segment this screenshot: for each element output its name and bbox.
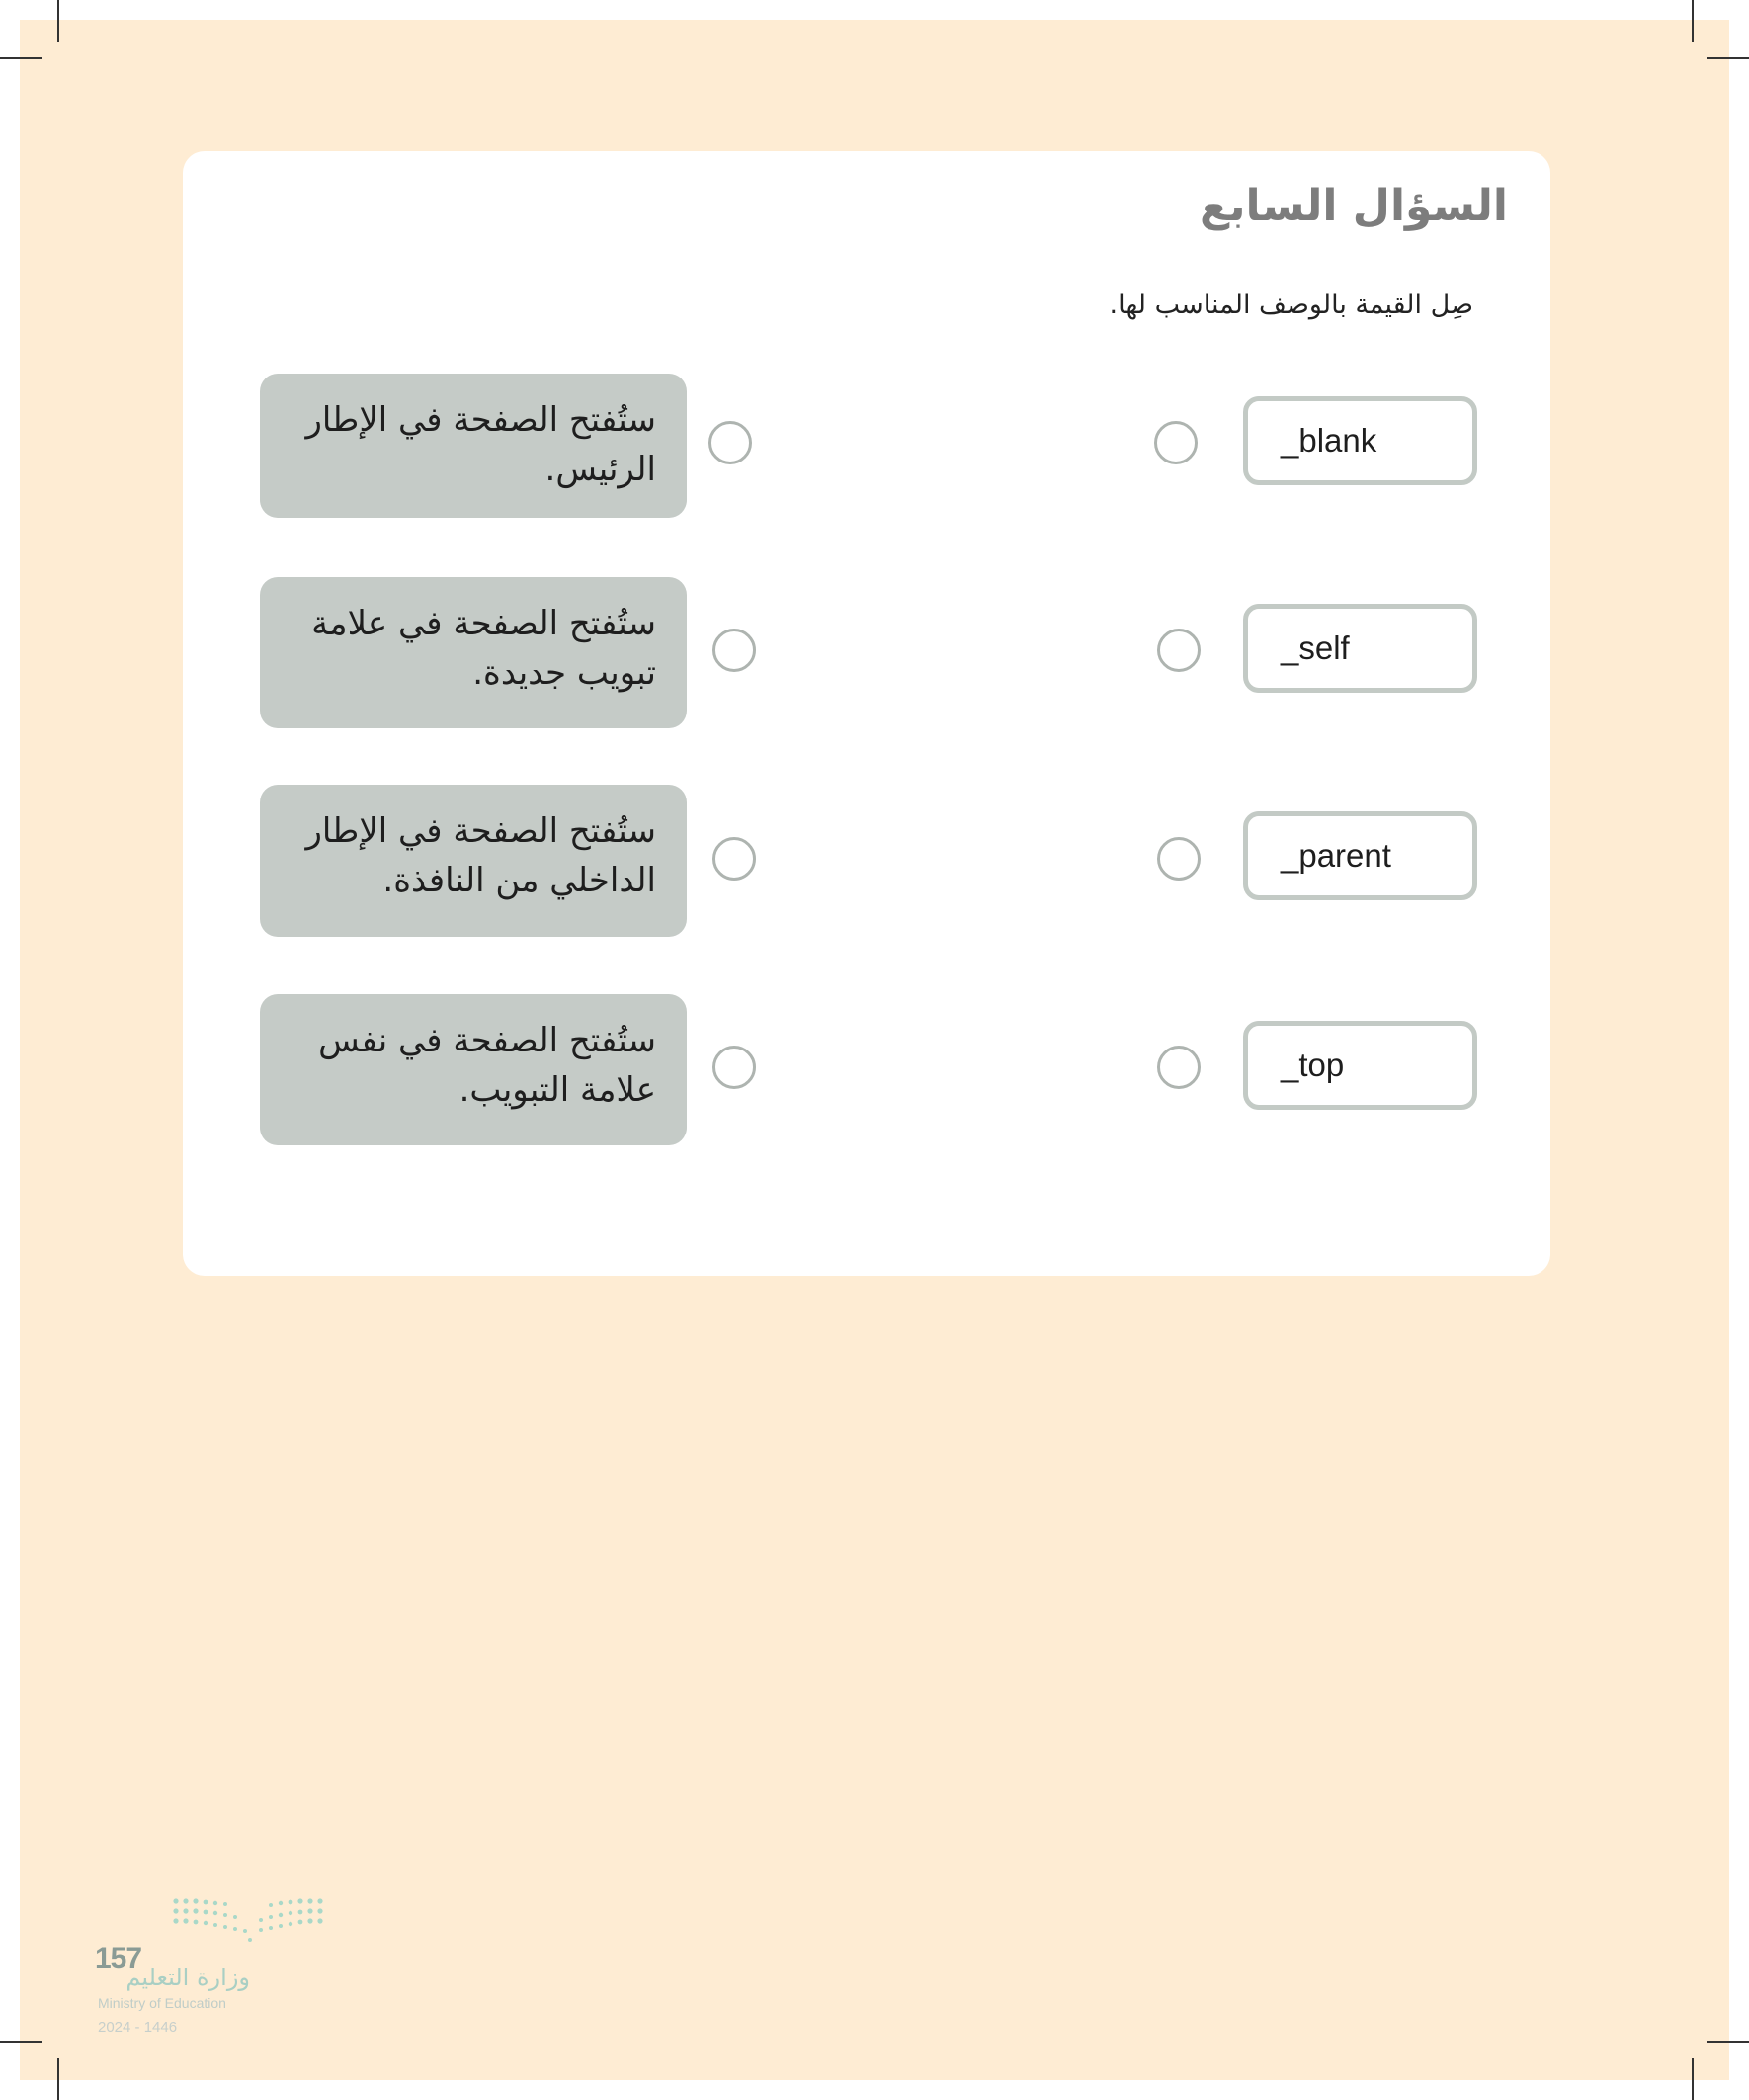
- description-box-same-tab[interactable]: ستُفتح الصفحة في نفس علامة التبويب.: [260, 994, 687, 1145]
- description-box-main-frame[interactable]: ستُفتح الصفحة في الإطار الرئيس.: [260, 374, 687, 518]
- footer-year: 2024 - 1446: [98, 2019, 178, 2036]
- ministry-name-english: Ministry of Education: [98, 1995, 226, 2011]
- page-number: 157: [95, 1942, 142, 1974]
- value-connector-circle[interactable]: [1157, 837, 1201, 881]
- crop-mark: [1692, 2058, 1694, 2100]
- value-box-parent[interactable]: _parent: [1243, 811, 1477, 900]
- description-box-new-tab[interactable]: ستُفتح الصفحة في علامة تبويب جديدة.: [260, 577, 687, 728]
- description-connector-circle[interactable]: [712, 1046, 756, 1089]
- crop-mark: [1707, 57, 1749, 59]
- crop-mark: [1707, 2041, 1749, 2043]
- description-connector-circle[interactable]: [708, 421, 752, 464]
- ministry-name-arabic: وزارة التعليم: [125, 1964, 250, 1991]
- value-connector-circle[interactable]: [1154, 421, 1198, 464]
- value-connector-circle[interactable]: [1157, 629, 1201, 672]
- question-card: [183, 151, 1550, 1276]
- question-instruction: صِل القيمة بالوصف المناسب لها.: [1109, 290, 1473, 320]
- value-box-top[interactable]: _top: [1243, 1021, 1477, 1110]
- question-title: السؤال السابع: [1199, 181, 1508, 231]
- description-box-inner-frame[interactable]: ستُفتح الصفحة في الإطار الداخلي من النافذة.: [260, 785, 687, 937]
- crop-mark: [57, 2058, 59, 2100]
- crop-mark: [57, 0, 59, 42]
- description-connector-circle[interactable]: [712, 629, 756, 672]
- crop-mark: [1692, 0, 1694, 42]
- value-connector-circle[interactable]: [1157, 1046, 1201, 1089]
- value-box-self[interactable]: _self: [1243, 604, 1477, 693]
- crop-mark: [0, 2041, 42, 2043]
- crop-mark: [0, 57, 42, 59]
- value-box-blank[interactable]: _blank: [1243, 396, 1477, 485]
- description-connector-circle[interactable]: [712, 837, 756, 881]
